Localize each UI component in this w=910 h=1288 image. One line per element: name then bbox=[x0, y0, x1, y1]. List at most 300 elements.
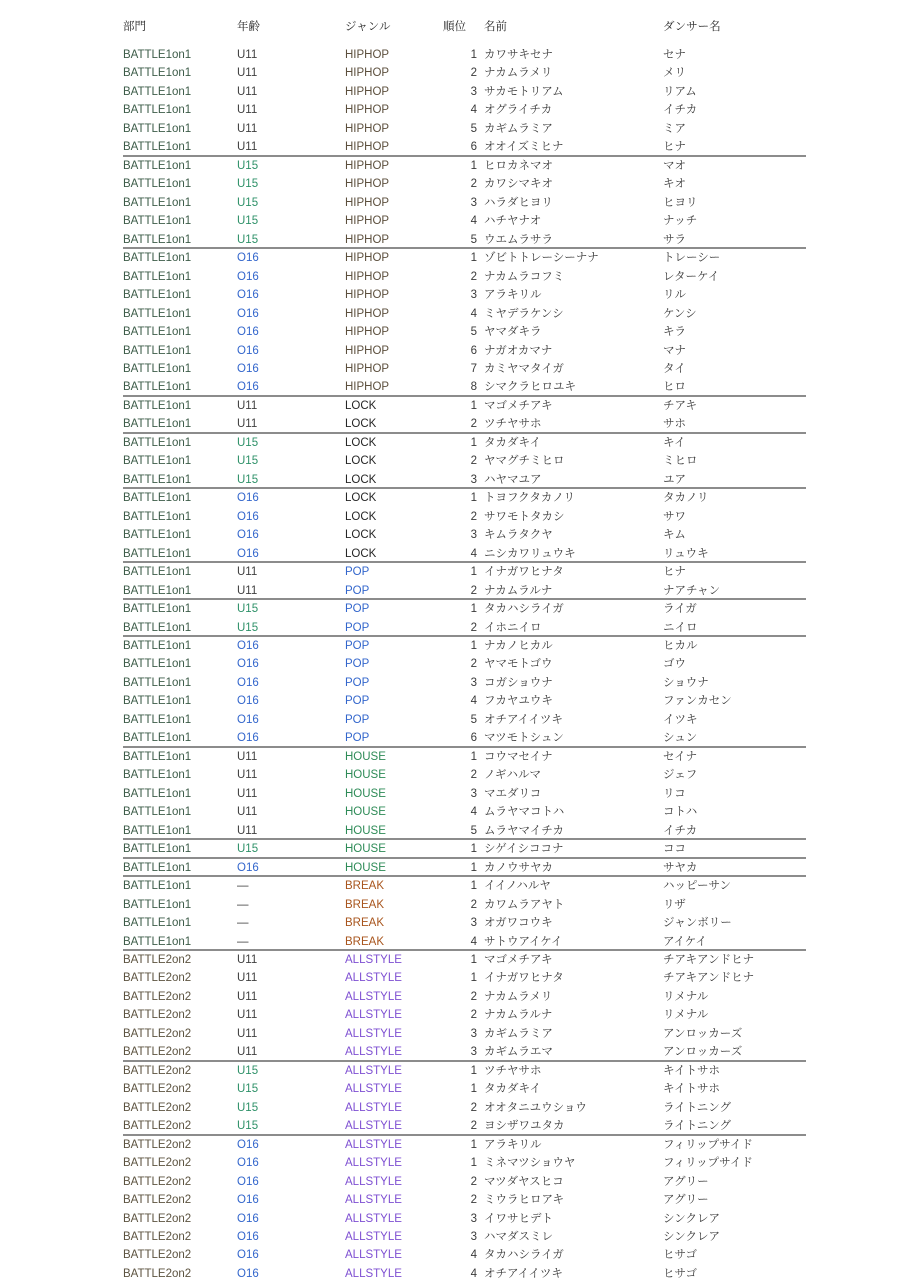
cell-department: BATTLE1on1 bbox=[123, 159, 192, 172]
cell-rank: 4 bbox=[470, 104, 477, 117]
cell-genre: HIPHOP bbox=[345, 381, 390, 394]
cell-genre: HIPHOP bbox=[345, 104, 390, 117]
cell-genre: HIPHOP bbox=[345, 122, 390, 135]
cell-department: BATTLE2on2 bbox=[123, 1157, 192, 1170]
cell-genre: POP bbox=[345, 566, 370, 579]
cell-dancer-name: ココ bbox=[663, 843, 686, 856]
cell-age: U11 bbox=[237, 750, 258, 763]
cell-name: ミウラヒロアキ bbox=[484, 1194, 565, 1207]
cell-age: U11 bbox=[237, 953, 258, 966]
cell-dancer-name: アイケイ bbox=[663, 935, 707, 948]
cell-department: BATTLE1on1 bbox=[123, 122, 192, 135]
table-row bbox=[123, 692, 806, 710]
table-row bbox=[123, 323, 806, 341]
cell-dancer-name: チアキアンドヒナ bbox=[663, 972, 755, 985]
column-header-age: 年齢 bbox=[237, 21, 260, 33]
cell-genre: POP bbox=[345, 640, 370, 652]
table-header-row bbox=[123, 20, 806, 46]
cell-rank: 2 bbox=[470, 1175, 477, 1188]
cell-rank: 1 bbox=[470, 880, 477, 893]
column-header-genre: ジャンル bbox=[345, 21, 391, 33]
cell-age: U15 bbox=[237, 215, 259, 228]
cell-name: サカモトリアム bbox=[484, 85, 564, 98]
cell-name: ニシカワリュウキ bbox=[484, 547, 576, 560]
cell-department: BATTLE1on1 bbox=[123, 492, 192, 505]
cell-department: BATTLE2on2 bbox=[123, 1138, 192, 1151]
cell-name: マゴメチアキ bbox=[484, 399, 553, 412]
cell-age: U15 bbox=[237, 196, 259, 209]
cell-genre: POP bbox=[345, 603, 370, 616]
cell-name: マエダリコ bbox=[484, 787, 542, 800]
cell-genre: LOCK bbox=[345, 473, 377, 486]
cell-age: O16 bbox=[237, 252, 259, 265]
table-row bbox=[123, 785, 806, 803]
cell-department: BATTLE1on1 bbox=[123, 658, 192, 671]
cell-dancer-name: リコ bbox=[663, 787, 686, 800]
cell-department: BATTLE1on1 bbox=[123, 510, 192, 523]
cell-department: BATTLE2on2 bbox=[123, 1101, 192, 1114]
cell-rank: 2 bbox=[470, 990, 477, 1003]
cell-age: O16 bbox=[237, 695, 259, 708]
table-row bbox=[123, 360, 806, 378]
cell-age: O16 bbox=[237, 1175, 259, 1188]
cell-genre: ALLSTYLE bbox=[345, 1101, 402, 1114]
cell-department: BATTLE2on2 bbox=[123, 1009, 192, 1022]
cell-age: O16 bbox=[237, 510, 259, 523]
cell-dancer-name: ライガ bbox=[663, 603, 697, 616]
cell-department: BATTLE2on2 bbox=[123, 1046, 192, 1059]
cell-age: U15 bbox=[237, 159, 259, 172]
table-row bbox=[123, 1210, 806, 1228]
cell-genre: HIPHOP bbox=[345, 178, 390, 191]
cell-age: U15 bbox=[237, 455, 259, 468]
cell-name: カギムラミア bbox=[484, 122, 553, 135]
table-row bbox=[123, 138, 806, 156]
cell-rank: 3 bbox=[470, 196, 477, 209]
cell-dancer-name: シンクレア bbox=[663, 1231, 720, 1243]
table-row bbox=[123, 175, 806, 193]
cell-name: サトウアイケイ bbox=[484, 935, 563, 948]
results-table-body bbox=[123, 46, 910, 1283]
cell-rank: 4 bbox=[470, 215, 477, 228]
cell-age: O16 bbox=[237, 658, 259, 671]
cell-rank: 4 bbox=[470, 547, 477, 560]
cell-genre: HIPHOP bbox=[345, 49, 390, 61]
cell-dancer-name: フィリップサイド bbox=[663, 1157, 753, 1170]
cell-genre: ALLSTYLE bbox=[345, 1267, 402, 1280]
cell-rank: 6 bbox=[470, 732, 477, 745]
cell-dancer-name: ヒサゴ bbox=[663, 1249, 698, 1262]
cell-name: タカダキイ bbox=[484, 436, 542, 449]
cell-rank: 3 bbox=[470, 787, 477, 800]
table-row bbox=[123, 1025, 806, 1043]
cell-age: O16 bbox=[237, 1157, 259, 1170]
column-header-department: 部門 bbox=[123, 21, 146, 33]
cell-dancer-name: タイ bbox=[663, 362, 686, 375]
table-row bbox=[123, 951, 806, 969]
cell-department: BATTLE1on1 bbox=[123, 436, 192, 449]
cell-department: BATTLE1on1 bbox=[123, 307, 192, 320]
cell-rank: 2 bbox=[470, 418, 477, 431]
cell-dancer-name: サワ bbox=[663, 510, 686, 523]
table-row bbox=[123, 840, 806, 858]
cell-age: O16 bbox=[237, 640, 259, 652]
cell-rank: 6 bbox=[470, 141, 477, 154]
cell-department: BATTLE1on1 bbox=[123, 289, 192, 302]
cell-age: — bbox=[237, 935, 249, 948]
cell-genre: ALLSTYLE bbox=[345, 990, 402, 1003]
cell-dancer-name: アンロッカーズ bbox=[663, 1027, 743, 1040]
cell-name: キムラタクヤ bbox=[484, 529, 553, 542]
cell-genre: HIPHOP bbox=[345, 85, 390, 98]
cell-age: O16 bbox=[237, 732, 259, 745]
cell-genre: POP bbox=[345, 695, 370, 708]
cell-age: U11 bbox=[237, 806, 258, 819]
cell-dancer-name: チアキ bbox=[663, 399, 698, 412]
cell-department: BATTLE1on1 bbox=[123, 547, 192, 560]
cell-name: ナガオカマナ bbox=[484, 344, 553, 357]
cell-age: O16 bbox=[237, 1249, 259, 1262]
table-row bbox=[123, 452, 806, 470]
cell-rank: 2 bbox=[470, 67, 477, 80]
cell-genre: POP bbox=[345, 713, 370, 726]
cell-age: U11 bbox=[237, 67, 258, 80]
table-row bbox=[123, 822, 806, 840]
cell-department: BATTLE1on1 bbox=[123, 935, 192, 948]
cell-genre: LOCK bbox=[345, 418, 377, 431]
table-row bbox=[123, 1062, 806, 1080]
cell-dancer-name: キラ bbox=[663, 326, 686, 339]
cell-department: BATTLE2on2 bbox=[123, 1249, 192, 1262]
table-row bbox=[123, 1043, 806, 1061]
cell-dancer-name: レターケイ bbox=[663, 270, 720, 283]
cell-rank: 2 bbox=[470, 1194, 477, 1207]
cell-genre: ALLSTYLE bbox=[345, 1212, 402, 1225]
cell-genre: LOCK bbox=[345, 399, 377, 412]
cell-age: U11 bbox=[237, 972, 258, 985]
cell-department: BATTLE1on1 bbox=[123, 381, 192, 394]
cell-rank: 1 bbox=[470, 1064, 477, 1077]
cell-dancer-name: セナ bbox=[663, 49, 686, 61]
cell-department: BATTLE1on1 bbox=[123, 49, 192, 61]
cell-department: BATTLE2on2 bbox=[123, 1064, 192, 1077]
table-row bbox=[123, 582, 806, 600]
cell-age: O16 bbox=[237, 1194, 259, 1207]
cell-genre: ALLSTYLE bbox=[345, 1249, 402, 1262]
cell-name: タカハシライガ bbox=[484, 603, 564, 616]
cell-name: イナガワヒナタ bbox=[484, 972, 564, 985]
table-row bbox=[123, 231, 806, 249]
cell-department: BATTLE1on1 bbox=[123, 455, 192, 468]
cell-name: オガワコウキ bbox=[484, 917, 553, 930]
cell-rank: 1 bbox=[470, 492, 477, 505]
cell-genre: HIPHOP bbox=[345, 307, 390, 320]
table-row bbox=[123, 1136, 806, 1154]
cell-rank: 5 bbox=[470, 122, 477, 135]
cell-rank: 1 bbox=[470, 1083, 477, 1096]
cell-dancer-name: ナッチ bbox=[663, 215, 698, 228]
cell-dancer-name: ヒカル bbox=[663, 640, 698, 652]
cell-rank: 3 bbox=[470, 676, 477, 689]
cell-rank: 4 bbox=[470, 806, 477, 819]
cell-genre: LOCK bbox=[345, 436, 377, 449]
table-row bbox=[123, 101, 806, 119]
cell-name: ツチヤサホ bbox=[484, 1064, 542, 1077]
cell-dancer-name: リアム bbox=[663, 85, 697, 98]
cell-name: サワモトタカシ bbox=[484, 510, 565, 523]
cell-genre: BREAK bbox=[345, 935, 384, 948]
cell-rank: 4 bbox=[470, 1267, 477, 1280]
cell-age: U11 bbox=[237, 1027, 258, 1040]
cell-genre: ALLSTYLE bbox=[345, 1064, 402, 1077]
cell-department: BATTLE1on1 bbox=[123, 787, 192, 800]
cell-dancer-name: リュウキ bbox=[663, 547, 709, 560]
table-row bbox=[123, 471, 806, 489]
table-row bbox=[123, 1006, 806, 1024]
cell-name: マツモトシュン bbox=[484, 732, 564, 745]
cell-rank: 1 bbox=[470, 1138, 477, 1151]
cell-rank: 1 bbox=[470, 252, 477, 265]
cell-department: BATTLE1on1 bbox=[123, 695, 192, 708]
cell-name: ミネマツショウヤ bbox=[484, 1157, 576, 1170]
table-row bbox=[123, 1080, 806, 1098]
cell-genre: HIPHOP bbox=[345, 326, 390, 339]
cell-name: イナガワヒナタ bbox=[484, 566, 564, 579]
cell-name: ナカノヒカル bbox=[484, 640, 553, 652]
cell-department: BATTLE1on1 bbox=[123, 676, 192, 689]
cell-genre: HIPHOP bbox=[345, 141, 390, 154]
cell-department: BATTLE1on1 bbox=[123, 898, 192, 911]
cell-dancer-name: ジャンボリー bbox=[663, 917, 732, 930]
cell-rank: 4 bbox=[470, 1249, 477, 1262]
cell-genre: HIPHOP bbox=[345, 289, 390, 302]
cell-age: O16 bbox=[237, 362, 259, 375]
cell-age: U15 bbox=[237, 1083, 259, 1096]
cell-name: アラキリル bbox=[484, 1138, 542, 1151]
cell-dancer-name: ケンシ bbox=[663, 307, 697, 320]
cell-name: カワサキセナ bbox=[484, 49, 553, 61]
column-header-name: 名前 bbox=[484, 21, 507, 33]
column-header-dancer-name: ダンサー名 bbox=[663, 21, 721, 33]
cell-dancer-name: アンロッカーズ bbox=[663, 1046, 743, 1059]
cell-rank: 1 bbox=[470, 436, 477, 449]
cell-genre: LOCK bbox=[345, 547, 377, 560]
cell-rank: 1 bbox=[470, 843, 477, 856]
table-row bbox=[123, 286, 806, 304]
cell-rank: 4 bbox=[470, 935, 477, 948]
cell-age: U11 bbox=[237, 990, 258, 1003]
cell-name: ヤマモトゴウ bbox=[484, 658, 553, 671]
cell-dancer-name: ファンカセン bbox=[663, 695, 732, 708]
cell-dancer-name: イチカ bbox=[663, 104, 698, 117]
cell-name: ヤマダキラ bbox=[484, 326, 542, 339]
cell-name: ハチヤナオ bbox=[484, 215, 542, 228]
cell-genre: HIPHOP bbox=[345, 233, 390, 246]
cell-genre: BREAK bbox=[345, 880, 384, 893]
cell-name: ツチヤサホ bbox=[484, 418, 542, 431]
cell-name: ナカムラルナ bbox=[484, 1009, 553, 1022]
cell-genre: ALLSTYLE bbox=[345, 972, 402, 985]
table-row bbox=[123, 508, 806, 526]
table-row bbox=[123, 637, 806, 655]
cell-dancer-name: アグリー bbox=[663, 1175, 709, 1188]
cell-dancer-name: リメナル bbox=[663, 1009, 709, 1022]
cell-age: — bbox=[237, 898, 249, 911]
cell-department: BATTLE1on1 bbox=[123, 621, 192, 634]
table-row bbox=[123, 914, 806, 932]
cell-age: U11 bbox=[237, 769, 258, 782]
cell-age: U11 bbox=[237, 1046, 258, 1059]
cell-genre: HIPHOP bbox=[345, 159, 390, 172]
cell-dancer-name: トレーシー bbox=[663, 252, 721, 265]
cell-department: BATTLE2on2 bbox=[123, 1194, 192, 1207]
cell-department: BATTLE1on1 bbox=[123, 233, 192, 246]
cell-dancer-name: ナアチャン bbox=[663, 584, 721, 597]
cell-genre: ALLSTYLE bbox=[345, 1027, 402, 1040]
cell-genre: LOCK bbox=[345, 510, 377, 523]
cell-rank: 5 bbox=[470, 713, 477, 726]
cell-name: コガショウナ bbox=[484, 676, 553, 689]
table-row bbox=[123, 859, 806, 877]
cell-rank: 1 bbox=[470, 1157, 477, 1170]
cell-department: BATTLE1on1 bbox=[123, 566, 192, 579]
cell-name: オオイズミヒナ bbox=[484, 141, 564, 154]
cell-age: O16 bbox=[237, 270, 259, 283]
cell-department: BATTLE2on2 bbox=[123, 1212, 192, 1225]
cell-age: O16 bbox=[237, 1138, 259, 1151]
cell-department: BATTLE2on2 bbox=[123, 1083, 192, 1096]
cell-genre: HIPHOP bbox=[345, 252, 390, 265]
table-row bbox=[123, 711, 806, 729]
cell-department: BATTLE1on1 bbox=[123, 270, 192, 283]
cell-rank: 5 bbox=[470, 233, 477, 246]
cell-genre: HIPHOP bbox=[345, 67, 390, 80]
cell-name: ハマダスミレ bbox=[484, 1231, 553, 1243]
cell-name: オチアイイツキ bbox=[484, 713, 563, 726]
cell-dancer-name: リメナル bbox=[663, 990, 709, 1003]
cell-age: U15 bbox=[237, 436, 259, 449]
table-row bbox=[123, 600, 806, 618]
table-row bbox=[123, 342, 806, 360]
cell-department: BATTLE2on2 bbox=[123, 953, 192, 966]
cell-dancer-name: チアキアンドヒナ bbox=[663, 953, 755, 966]
cell-dancer-name: ヒヨリ bbox=[663, 196, 698, 209]
cell-name: コウマセイナ bbox=[484, 750, 553, 763]
cell-age: — bbox=[237, 917, 249, 930]
cell-genre: HIPHOP bbox=[345, 196, 390, 209]
cell-name: カワシマキオ bbox=[484, 178, 553, 191]
cell-age: O16 bbox=[237, 1231, 259, 1243]
cell-department: BATTLE1on1 bbox=[123, 399, 192, 412]
cell-dancer-name: キオ bbox=[663, 178, 686, 191]
cell-name: カギムラエマ bbox=[484, 1046, 553, 1059]
cell-rank: 1 bbox=[470, 566, 477, 579]
cell-department: BATTLE1on1 bbox=[123, 362, 192, 375]
cell-rank: 2 bbox=[470, 621, 477, 634]
cell-department: BATTLE1on1 bbox=[123, 750, 192, 763]
cell-rank: 1 bbox=[470, 750, 477, 763]
cell-name: オオタニユウショウ bbox=[484, 1101, 587, 1114]
cell-name: タカハシライガ bbox=[484, 1249, 564, 1262]
cell-rank: 1 bbox=[470, 49, 477, 61]
cell-rank: 3 bbox=[470, 529, 477, 542]
cell-rank: 1 bbox=[470, 861, 477, 874]
cell-age: U11 bbox=[237, 49, 258, 61]
table-row bbox=[123, 729, 806, 747]
cell-name: イホニイロ bbox=[484, 621, 542, 634]
cell-department: BATTLE1on1 bbox=[123, 843, 192, 856]
cell-genre: ALLSTYLE bbox=[345, 1175, 402, 1188]
cell-age: O16 bbox=[237, 344, 259, 357]
table-row bbox=[123, 933, 806, 951]
table-row bbox=[123, 46, 806, 64]
cell-department: BATTLE1on1 bbox=[123, 861, 192, 874]
cell-age: U11 bbox=[237, 85, 258, 98]
cell-rank: 1 bbox=[470, 603, 477, 616]
cell-rank: 3 bbox=[470, 1027, 477, 1040]
cell-genre: ALLSTYLE bbox=[345, 1157, 402, 1170]
cell-department: BATTLE1on1 bbox=[123, 713, 192, 726]
table-row bbox=[123, 434, 806, 452]
cell-dancer-name: リザ bbox=[663, 898, 686, 911]
cell-name: ゾビトトレーシーナナ bbox=[484, 252, 599, 265]
cell-age: U11 bbox=[237, 566, 258, 579]
cell-age: U15 bbox=[237, 1101, 259, 1114]
cell-rank: 1 bbox=[470, 399, 477, 412]
cell-age: U11 bbox=[237, 399, 258, 412]
cell-genre: HIPHOP bbox=[345, 270, 390, 283]
cell-age: U11 bbox=[237, 122, 258, 135]
cell-age: O16 bbox=[237, 381, 259, 394]
cell-genre: ALLSTYLE bbox=[345, 953, 402, 966]
cell-dancer-name: ライトニング bbox=[663, 1120, 731, 1133]
cell-name: ミヤデラケンシ bbox=[484, 307, 564, 320]
cell-name: ナカムラメリ bbox=[484, 67, 553, 80]
table-row bbox=[123, 545, 806, 563]
cell-rank: 5 bbox=[470, 824, 477, 837]
cell-rank: 3 bbox=[470, 1212, 477, 1225]
cell-genre: HOUSE bbox=[345, 806, 386, 819]
cell-rank: 2 bbox=[470, 769, 477, 782]
cell-department: BATTLE1on1 bbox=[123, 215, 192, 228]
cell-department: BATTLE1on1 bbox=[123, 806, 192, 819]
cell-name: ノギハルマ bbox=[484, 769, 542, 782]
cell-genre: HOUSE bbox=[345, 843, 386, 856]
cell-genre: BREAK bbox=[345, 917, 384, 930]
table-row bbox=[123, 120, 806, 138]
cell-age: O16 bbox=[237, 547, 259, 560]
cell-department: BATTLE2on2 bbox=[123, 1027, 192, 1040]
cell-rank: 3 bbox=[470, 473, 477, 486]
cell-department: BATTLE1on1 bbox=[123, 917, 192, 930]
cell-rank: 2 bbox=[470, 1120, 477, 1133]
cell-rank: 2 bbox=[470, 178, 477, 191]
cell-name: イワサヒデト bbox=[484, 1212, 553, 1225]
cell-department: BATTLE1on1 bbox=[123, 178, 192, 191]
cell-genre: POP bbox=[345, 621, 370, 634]
cell-dancer-name: ヒサゴ bbox=[663, 1267, 698, 1280]
cell-genre: HIPHOP bbox=[345, 344, 390, 357]
cell-name: シゲイシココナ bbox=[484, 843, 564, 856]
cell-dancer-name: ヒナ bbox=[663, 141, 686, 154]
table-row bbox=[123, 969, 806, 987]
cell-dancer-name: コトハ bbox=[663, 806, 698, 819]
cell-department: BATTLE2on2 bbox=[123, 972, 192, 985]
cell-name: ハヤマユア bbox=[484, 473, 542, 486]
cell-genre: HOUSE bbox=[345, 769, 386, 782]
cell-name: ヤマグチミヒロ bbox=[484, 455, 565, 468]
table-row bbox=[123, 1265, 806, 1283]
